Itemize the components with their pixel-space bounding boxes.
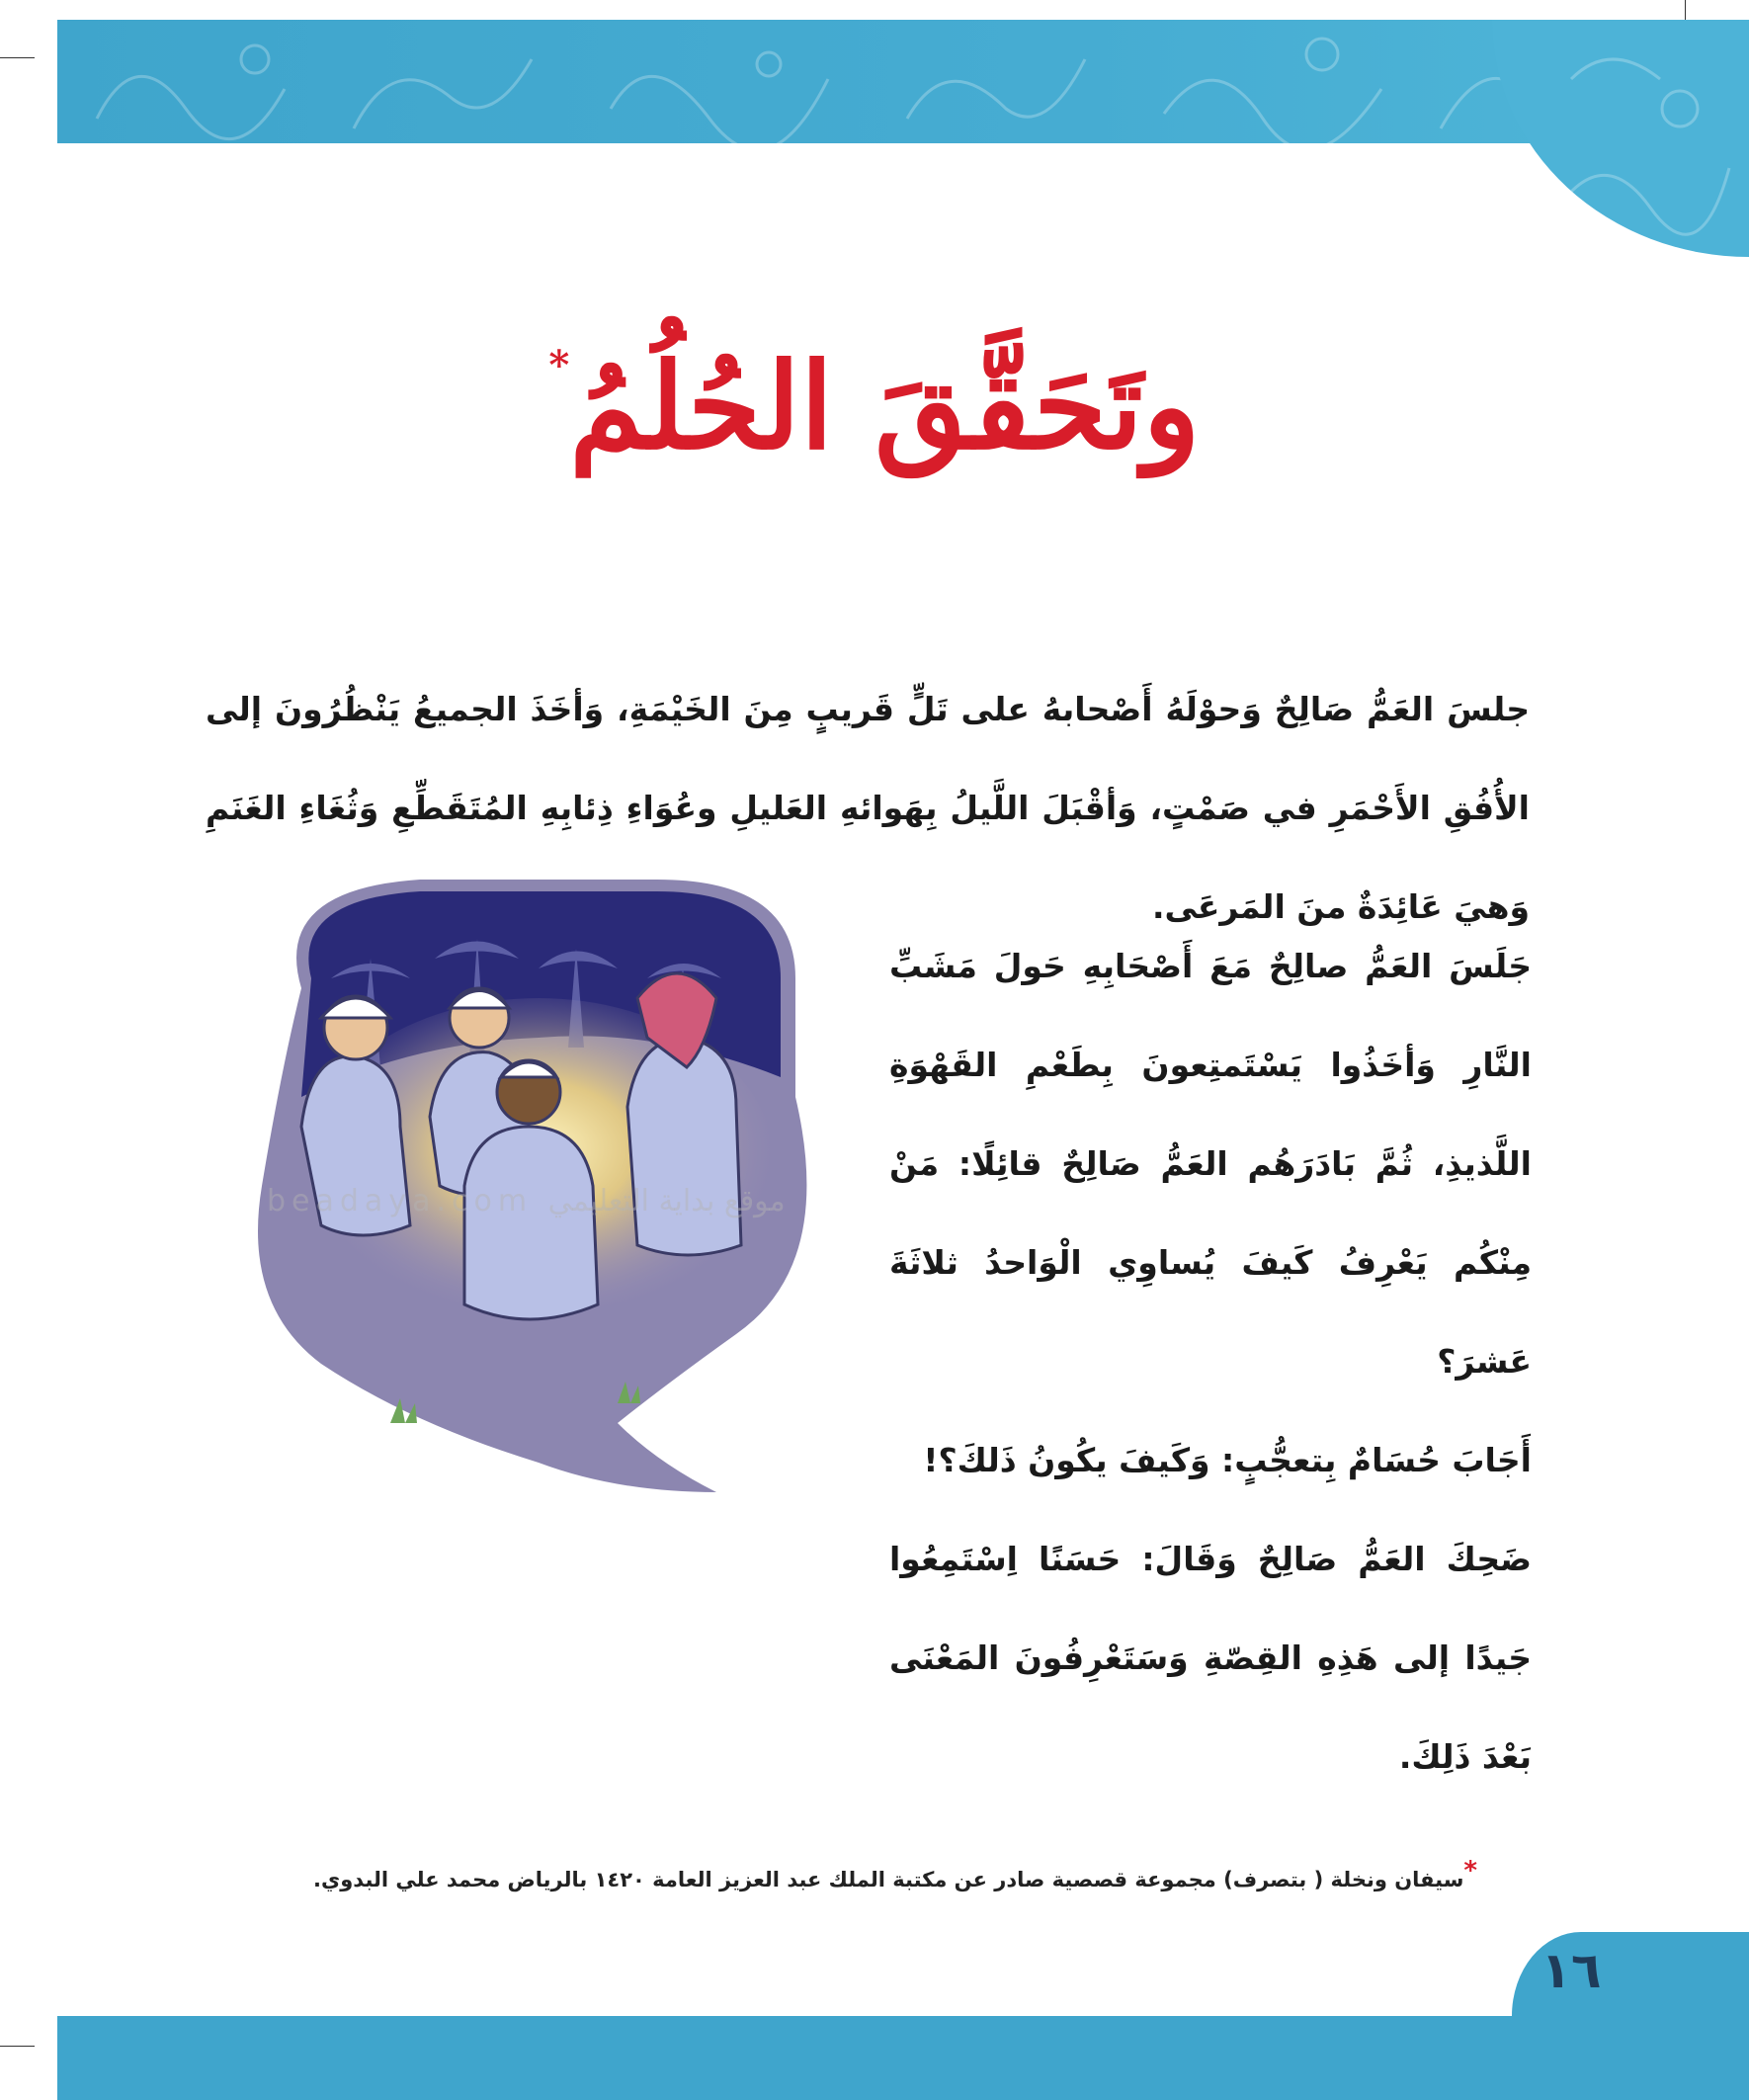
bottom-banner (57, 2016, 1749, 2100)
crop-mark (0, 2046, 35, 2047)
side-text (889, 917, 1532, 1806)
top-banner-curve (1492, 20, 1749, 257)
arabesque-pattern-icon (1492, 20, 1749, 257)
paragraph-intro: جلسَ العَمُّ صَالِحٌ وَحوْلَهُ أَصْحابهُ على تَلٍّ قَريبٍ مِنَ الخَيْمَةِ، وَأخَذَ الجميعُ يَنْظُرُونَ إلى الأُفُقِ الأَحْمَرِ في صَمْتٍ، وَأقْبَلَ اللَّيلُ بِهَوائهِ العَليلِ وعُوَاءِ ذِئابِهِ المُتَقَطِّعِ وَثُغَاءِ الغَنَمِ وَهيَ عَائِدَةٌ منَ المَرعَى. (206, 690, 1530, 926)
paragraph-answer: ضَحِكَ العَمُّ صَالِحٌ وَقَالَ: حَسَنًا اِسْتَمِعُوا جَيدًا إلى هَذِهِ القِصّةِ وَسَتَعْرِفُونَ المَعْنَى بَعْدَ ذَلِكَ. (889, 1540, 1532, 1776)
watermark: beadaya.com موقع بداية التعليمي (267, 1184, 786, 1218)
paragraph-reply: أَجَابَ حُسَامٌ بِتعجُّبٍ: وَكَيفَ يكُونُ ذَلكَ؟! (923, 1441, 1532, 1479)
paragraph-question: جَلَسَ العَمُّ صالِحٌ مَعَ أَصْحَابِهِ حَولَ مَشَبِّ النَّارِ وَأخَذُوا يَسْتَمتِعونَ بِطَعْمِ القَهْوَةِ اللَّذيذِ، ثُمَّ بَادَرَهُم العَمُّ صَالِحٌ قائِلًا: مَنْ مِنْكُم يَعْرِفُ كَيفَ يُساوِي الْوَاحدُ ثلاثَةَ عَشرَ؟ (889, 947, 1532, 1381)
page-title (0, 337, 1749, 476)
footnote-marker: * (1463, 1856, 1477, 1886)
footnote-text: سيفان ونخلة ( بتصرف) مجموعة قصصية صادر عن مكتبة الملك عبد العزيز العامة ١٤٢٠ بالرياض محمد علي البدوي. (313, 1868, 1464, 1891)
title-text: وتَحَقَّقَ الحُلُمُ (569, 337, 1201, 476)
page-number: ١٦ (1541, 1942, 1602, 1999)
footnote (313, 1856, 1477, 1891)
title-footnote-marker: * (548, 342, 570, 388)
crop-mark (0, 57, 35, 58)
